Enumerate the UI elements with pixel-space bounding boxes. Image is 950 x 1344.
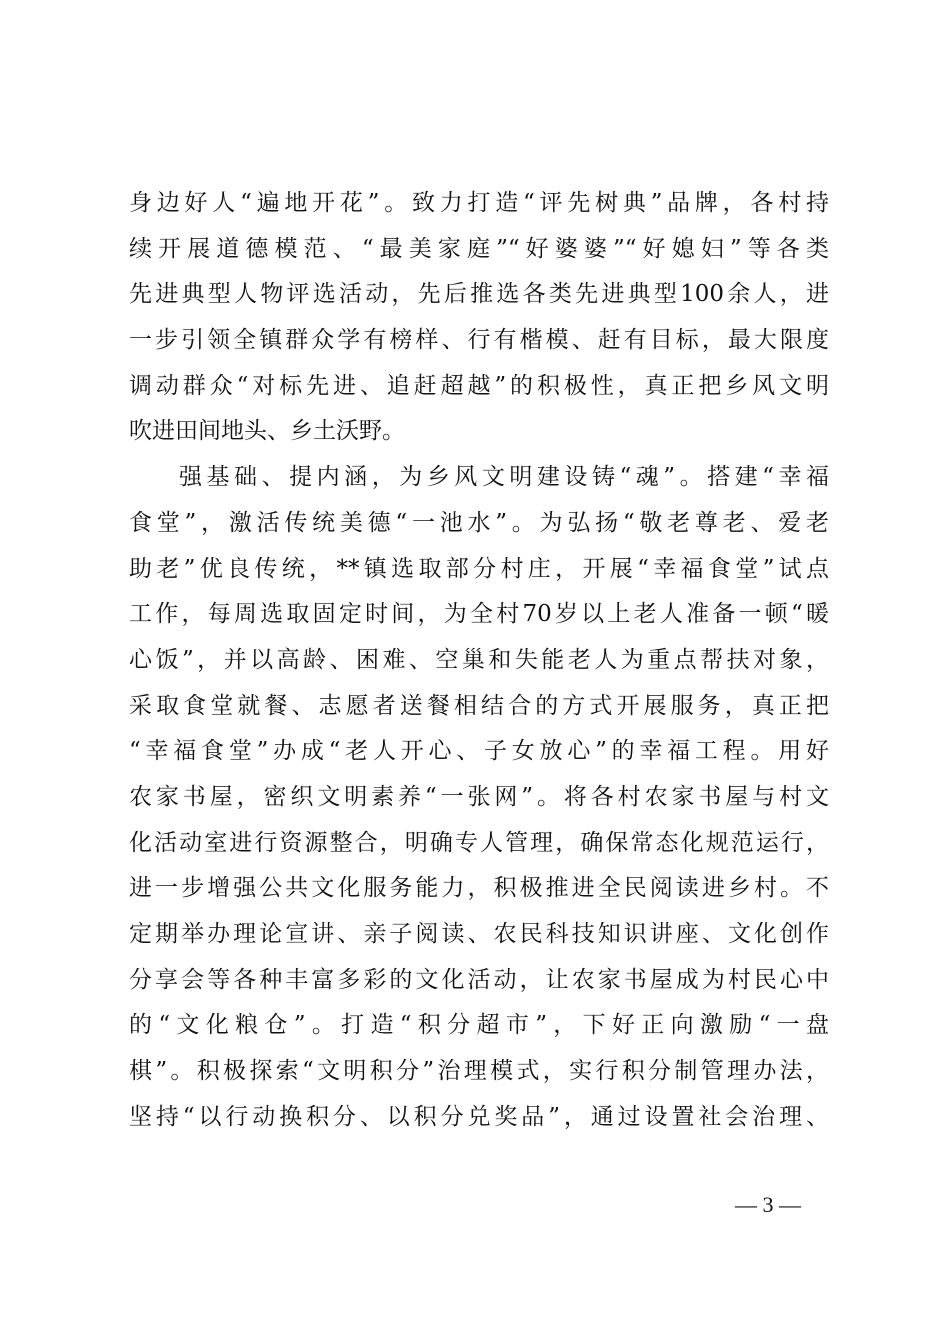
- text-line: 分享会等各种丰富多彩的文化活动，让农家书屋成为村民心中: [129, 966, 829, 993]
- text-line: 进一步增强公共文化服务能力，积极推进全民阅读进乡村。不: [129, 875, 829, 902]
- paragraph-start-line: 强基础、提内涵，为乡风文明建设铸“魂”。搭建“幸福: [179, 464, 829, 491]
- text-line: 食堂”，激活传统美德“一池水”。为弘扬“敬老尊老、爱老: [129, 509, 829, 536]
- text-line: 先进典型人物评选活动，先后推选各类先进典型100余人，进: [129, 281, 829, 308]
- text-line: 坚持“以行动换积分、以积分兑奖品”，通过设置社会治理、: [129, 1103, 829, 1130]
- text-line: 化活动室进行资源整合，明确专人管理，确保常态化规范运行，: [129, 829, 829, 856]
- text-line: 心饭”，并以高龄、困难、空巢和失能老人为重点帮扶对象，: [129, 646, 829, 673]
- text-line: 工作，每周选取固定时间，为全村70岁以上老人准备一顿“暖: [129, 601, 829, 628]
- page-number: — 3 —: [735, 1192, 801, 1217]
- text-line: 定期举办理论宣讲、亲子阅读、农民科技知识讲座、文化创作: [129, 921, 829, 947]
- text-line: 一步引领全镇群众学有榜样、行有楷模、赶有目标，最大限度: [129, 327, 829, 354]
- text-line: 的“文化粮仓”。打造“积分超市”，下好正向激励“一盘: [129, 1012, 829, 1039]
- text-line: 采取食堂就餐、志愿者送餐相结合的方式开展服务，真正把: [129, 692, 829, 719]
- text-line: 农家书屋，密织文明素养“一张网”。将各村农家书屋与村文: [129, 783, 829, 810]
- text-line: 续开展道德模范、“最美家庭”“好婆婆”“好媳妇”等各类: [129, 235, 829, 262]
- text-line: 棋”。积极探索“文明积分”治理模式，实行积分制管理办法，: [129, 1058, 829, 1085]
- text-line: 身边好人“遍地开花”。致力打造“评先树典”品牌，各村持: [129, 190, 829, 216]
- text-line: “幸福食堂”办成“老人开心、子女放心”的幸福工程。用好: [129, 738, 829, 765]
- body-text: [129, 181, 829, 1140]
- text-line: 助老”优良传统，**镇选取部分村庄，开展“幸福食堂”试点: [129, 555, 829, 582]
- text-line-paragraph-end: 吹进田间地头、乡土沃野。: [129, 418, 405, 445]
- text-line: 调动群众“对标先进、追赶超越”的积极性，真正把乡风文明: [129, 372, 829, 399]
